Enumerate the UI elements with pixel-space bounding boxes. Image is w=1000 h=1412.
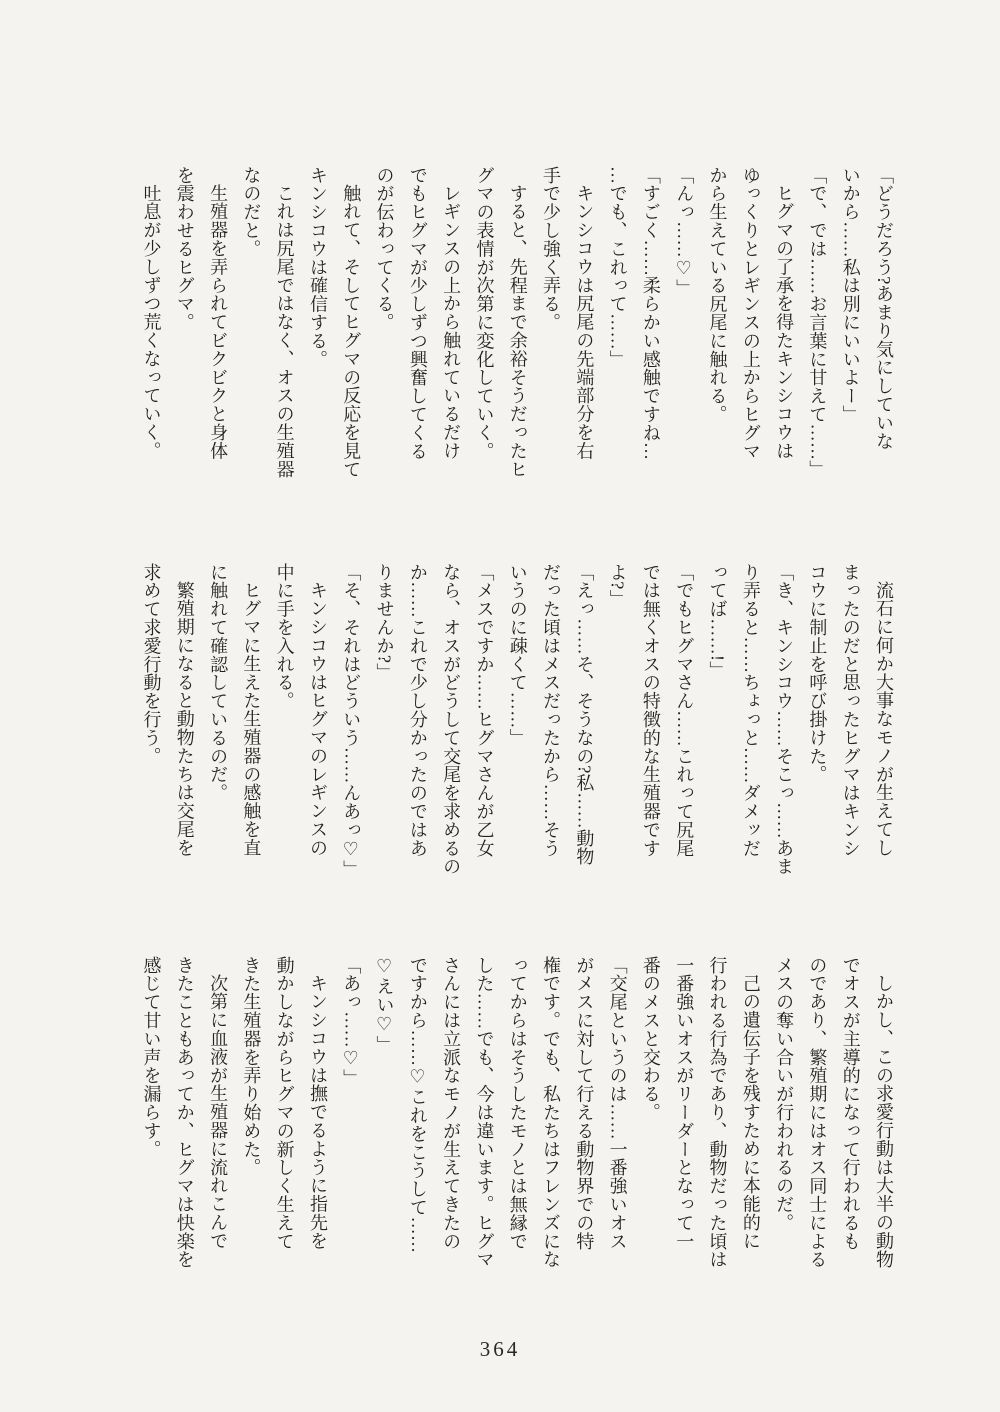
text-column: 「でもヒグマさん……これって尻尾 bbox=[674, 563, 695, 858]
text-column: さんには立派なモノが生えてきたの bbox=[441, 956, 462, 1251]
text-column: ヒグマに生えた生殖器の感触を直 bbox=[241, 581, 262, 858]
text-column: 「メスですか……ヒグマさんが乙女 bbox=[474, 563, 495, 858]
text-column: キンシコウはヒグマのレギンスの bbox=[307, 581, 328, 858]
text-column: 「えっ……そ、そうなの?私……動物 bbox=[574, 563, 595, 866]
text-column: 権です。でも、私たちはフレンズにな bbox=[541, 956, 562, 1269]
text-column: りませんか?」 bbox=[374, 563, 395, 682]
text-column: 次第に血液が生殖器に流れこんで bbox=[208, 974, 229, 1251]
text-column: 求めて求愛行動を行う。 bbox=[141, 563, 162, 766]
text-column: なら、オスがどうして交尾を求めるの bbox=[441, 563, 462, 876]
text-column: すると、先程まで余裕そうだったヒ bbox=[507, 184, 528, 479]
text-column: キンシコウは尻尾の先端部分を右 bbox=[574, 184, 595, 461]
text-column: 「すごく……柔らかい感触ですね… bbox=[640, 166, 661, 461]
text-column: 番のメスと交わる。 bbox=[640, 956, 661, 1122]
text-column: り弄ると……ちょっと……ダメッだ bbox=[740, 563, 761, 858]
text-column: がメスに対して行える動物界での特 bbox=[574, 956, 595, 1251]
text-column: ですから……♡これをこうして…… bbox=[407, 956, 428, 1254]
text-column: 「そ、それはどういう……んあっ♡」 bbox=[341, 563, 362, 879]
text-column: 手で少し強く弄る。 bbox=[541, 166, 562, 332]
text-column: きた生殖器を弄り始めた。 bbox=[241, 956, 262, 1177]
text-column: 中に手を入れる。 bbox=[274, 563, 295, 711]
text-column: 繁殖期になると動物たちは交尾を bbox=[174, 581, 195, 858]
text-column: 流石に何か大事なモノが生えてし bbox=[874, 581, 894, 858]
text-column: した……でも、今は違います。ヒグマ bbox=[474, 956, 495, 1269]
page-number: 364 bbox=[479, 1337, 521, 1361]
text-column: …でも、これって……」 bbox=[607, 166, 628, 369]
text-column: キンシコウは確信する。 bbox=[307, 166, 328, 369]
text-column: 己の遺伝子を残すために本能的に bbox=[740, 974, 761, 1251]
text-band-bottom bbox=[133, 956, 900, 1274]
text-column: のが伝わってくる。 bbox=[374, 166, 395, 332]
text-column: まったのだと思ったヒグマはキンシ bbox=[840, 563, 861, 858]
text-column: 生殖器を弄られてビクビクと身体 bbox=[208, 184, 229, 461]
text-column: 「交尾というのは……一番強いオス bbox=[607, 956, 628, 1251]
text-column: に触れて確認しているのだ。 bbox=[208, 563, 229, 803]
text-column: だった頃はメスだったから……そう bbox=[541, 563, 562, 858]
text-column: きたこともあってか、ヒグマは快楽を bbox=[174, 956, 195, 1269]
text-column: 「で、では……お言葉に甘えて……」 bbox=[807, 166, 828, 479]
text-column: のであり、繁殖期にはオス同士による bbox=[807, 956, 828, 1269]
text-column: か……これで少し分かったのではあ bbox=[407, 563, 428, 858]
text-column: 「んっ……♡」 bbox=[674, 166, 695, 298]
text-column: 触れて、そしてヒグマの反応を見て bbox=[341, 184, 362, 479]
text-column: でもヒグマが少しずつ興奮してくる bbox=[407, 166, 428, 461]
text-column: いうのに疎くて……」 bbox=[507, 563, 528, 747]
text-column: 「あっ……♡」 bbox=[341, 956, 362, 1088]
text-column: レギンスの上から触れているだけ bbox=[441, 184, 462, 461]
text-column: から生えている尻尾に触れる。 bbox=[707, 166, 728, 424]
text-column: 動かしながらヒグマの新しく生えて bbox=[274, 956, 295, 1251]
text-column: 吐息が少しずつ荒くなっていく。 bbox=[141, 184, 162, 461]
text-column: しかし、この求愛行動は大半の動物 bbox=[874, 974, 894, 1269]
text-column: キンシコウは撫でるように指先を bbox=[307, 974, 328, 1251]
text-column: これは尻尾ではなく、オスの生殖器 bbox=[274, 184, 295, 479]
text-column: 「き、キンシコウ……そこっ……あま bbox=[774, 563, 795, 876]
text-column: では無くオスの特徴的な生殖器です bbox=[640, 563, 661, 858]
text-column: ってからはそうしたモノとは無縁で bbox=[507, 956, 528, 1251]
text-column: ってば……!」 bbox=[707, 563, 728, 680]
text-column: ヒグマの了承を得たキンシコウは bbox=[774, 184, 795, 461]
text-band-top bbox=[133, 166, 900, 484]
text-column: なのだと。 bbox=[241, 166, 262, 258]
text-column: メスの奪い合いが行われるのだ。 bbox=[774, 956, 795, 1232]
text-column: ♡えい♡」 bbox=[374, 956, 395, 1054]
text-column: 「どうだろう?あまり気にしていな bbox=[874, 166, 894, 451]
text-column: 行われる行為であり、動物だった頃は bbox=[707, 956, 728, 1269]
text-column: 感じて甘い声を漏らす。 bbox=[141, 956, 162, 1159]
text-column: コウに制止を呼び掛けた。 bbox=[807, 563, 828, 784]
text-column: いから……私は別にいいよー」 bbox=[840, 166, 861, 424]
text-band-middle bbox=[133, 563, 900, 881]
text-column: でオスが主導的になって行われるも bbox=[840, 956, 861, 1251]
text-column: グマの表情が次第に変化していく。 bbox=[474, 166, 495, 461]
text-column: ゆっくりとレギンスの上からヒグマ bbox=[740, 166, 761, 461]
text-column: よ?」 bbox=[607, 563, 628, 609]
text-column: を震わせるヒグマ。 bbox=[174, 166, 195, 332]
text-column: 一番強いオスがリーダーとなって一 bbox=[674, 956, 695, 1251]
